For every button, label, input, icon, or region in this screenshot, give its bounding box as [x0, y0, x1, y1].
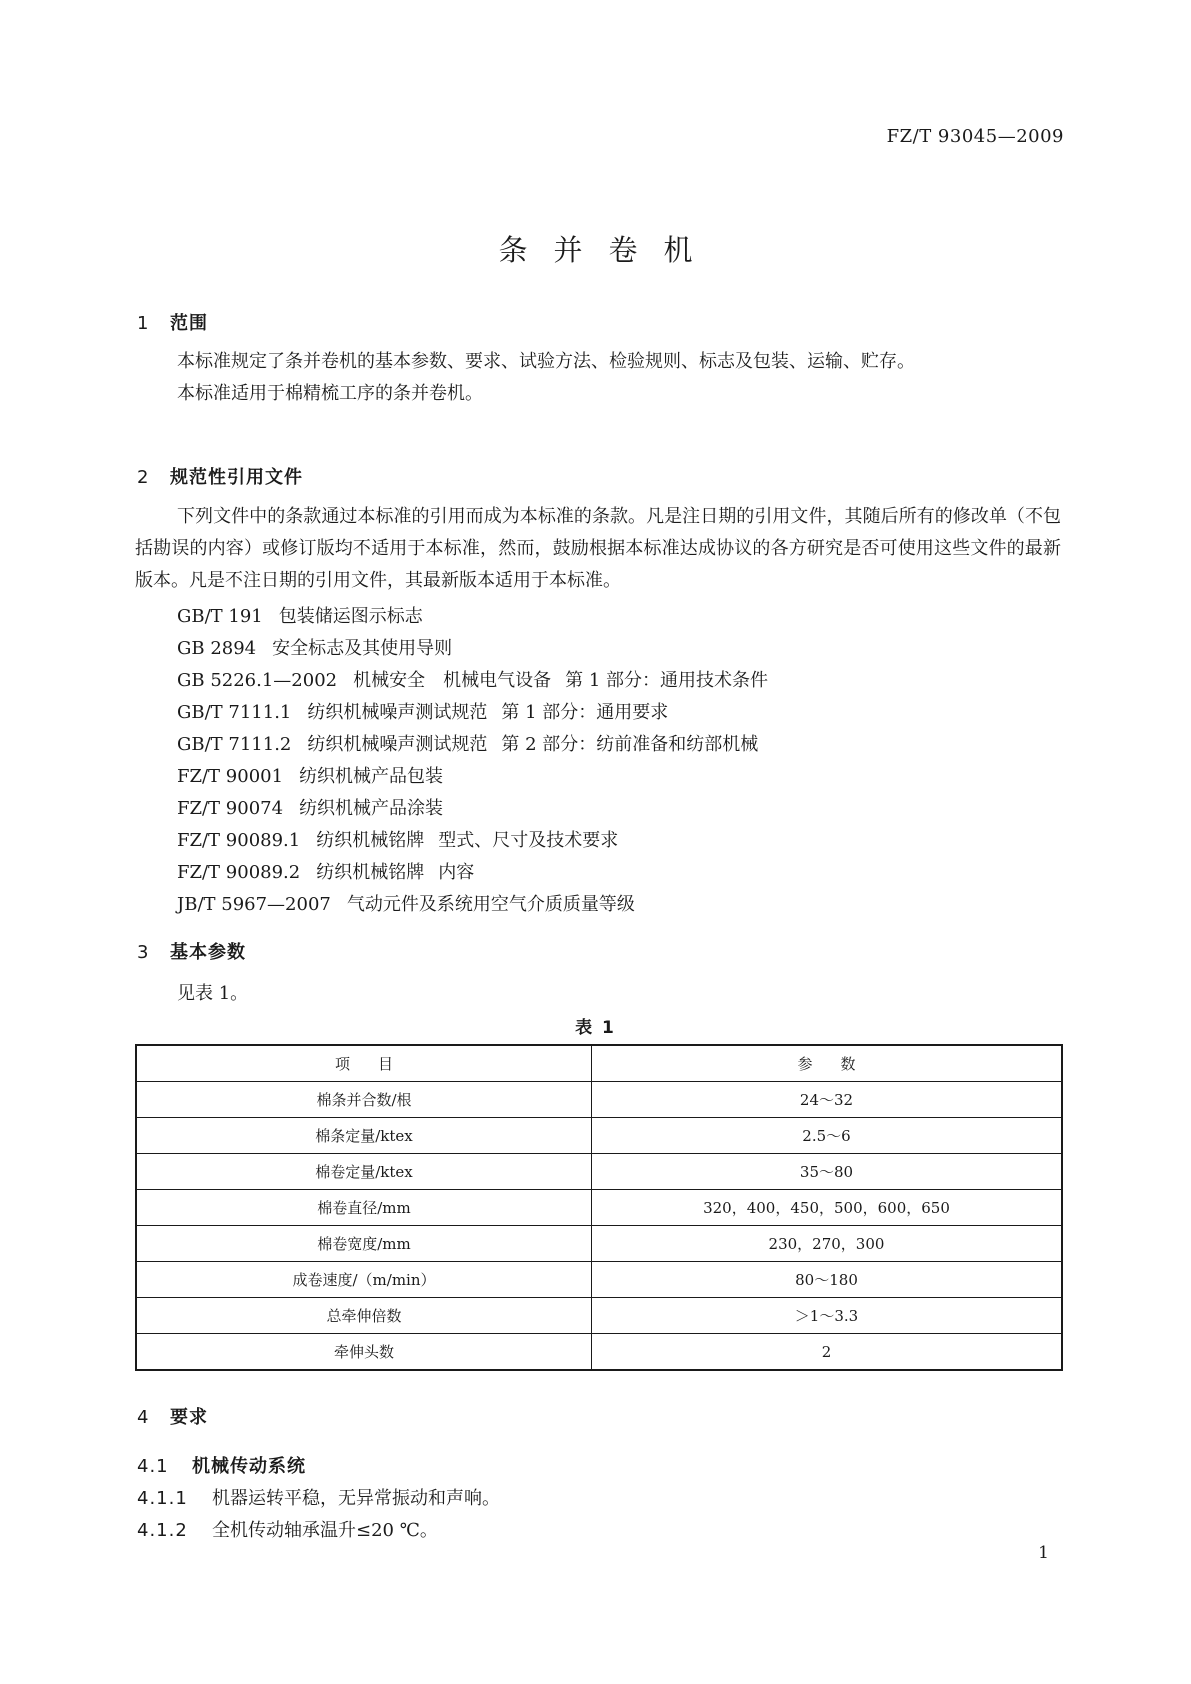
- section-3-number: 3: [137, 942, 150, 963]
- clause-4-1-1: 4.1.1 机器运转平稳，无异常振动和声响。: [137, 1488, 500, 1509]
- section-4-title: 要求: [170, 1407, 208, 1428]
- subsection-4-1-title: 机械传动系统: [192, 1456, 306, 1477]
- reference-item: JB/T 5967—2007 气动元件及系统用空气介质质量等级: [177, 894, 635, 915]
- reference-item: GB/T 7111.2 纺织机械噪声测试规范 第 2 部分：纺前准备和纺部机械: [177, 734, 759, 755]
- section-1-number: 1: [137, 313, 150, 334]
- section-1-title: 范围: [170, 313, 208, 334]
- table-row: 成卷速度/（m/min） 80～180: [136, 1262, 1062, 1298]
- section-4-heading: [137, 1403, 208, 1429]
- reference-item: GB 5226.1—2002 机械安全 机械电气设备 第 1 部分：通用技术条件: [177, 670, 769, 691]
- section-2-intro: 下列文件中的条款通过本标准的引用而成为本标准的条款。凡是注日期的引用文件，其随后所有的修改单（不包括勘误的内容）或修订版均不适用于本标准，然而，鼓励根据本标准达成协议的各方研究是否可使用这些文件的最新版本。凡是不注日期的引用文件，其最新版本适用于本标准。: [135, 506, 1061, 591]
- table-row: 总牵伸倍数 ＞1～3.3: [136, 1298, 1062, 1334]
- table-row: 棉条并合数/根 24～32: [136, 1082, 1062, 1118]
- standard-code: FZ/T 93045—2009: [886, 126, 1064, 147]
- table-caption: 表 1: [575, 1018, 616, 1038]
- table-header-row: [136, 1045, 1062, 1082]
- reference-item: GB/T 191 包装储运图示标志: [177, 606, 423, 627]
- page-number: 1: [1038, 1543, 1049, 1563]
- section-3-text: 见表 1。: [177, 983, 249, 1004]
- table-row: 棉条定量/ktex 2.5～6: [136, 1118, 1062, 1154]
- reference-item: GB 2894 安全标志及其使用导则: [177, 638, 453, 659]
- section-3-title: 基本参数: [170, 942, 246, 963]
- table-row: 棉卷定量/ktex 35～80: [136, 1154, 1062, 1190]
- subsection-4-1-number: 4.1: [137, 1456, 169, 1477]
- table-row: 牵伸头数 2: [136, 1334, 1062, 1371]
- reference-item: FZ/T 90089.1 纺织机械铭牌 型式、尺寸及技术要求: [177, 830, 619, 851]
- section-3-heading: [137, 938, 246, 964]
- section-1-paragraph-1: 本标准规定了条并卷机的基本参数、要求、试验方法、检验规则、标志及包装、运输、贮存。: [177, 351, 915, 372]
- table-header-item: 项目: [136, 1045, 592, 1082]
- section-1-heading: [137, 309, 208, 335]
- reference-item: FZ/T 90074 纺织机械产品涂装: [177, 798, 444, 819]
- document-title: 条并卷机: [498, 233, 719, 267]
- section-1-paragraph-2: 本标准适用于棉精梳工序的条并卷机。: [177, 383, 483, 404]
- section-2-heading: [137, 463, 303, 489]
- clause-4-1-2: 4.1.2 全机传动轴承温升≤20 ℃。: [137, 1520, 438, 1541]
- table-header-value: 参数: [592, 1045, 1063, 1082]
- section-4-number: 4: [137, 1407, 150, 1428]
- table-row: 棉卷直径/mm 320，400，450，500，600，650: [136, 1190, 1062, 1226]
- section-2-number: 2: [137, 467, 150, 488]
- parameters-table: [135, 1044, 1063, 1371]
- table-row: 棉卷宽度/mm 230，270，300: [136, 1226, 1062, 1262]
- reference-item: GB/T 7111.1 纺织机械噪声测试规范 第 1 部分：通用要求: [177, 702, 669, 723]
- subsection-4-1-heading: [137, 1452, 306, 1478]
- reference-item: FZ/T 90089.2 纺织机械铭牌 内容: [177, 862, 475, 883]
- reference-item: FZ/T 90001 纺织机械产品包装: [177, 766, 444, 787]
- section-2-title: 规范性引用文件: [170, 467, 303, 488]
